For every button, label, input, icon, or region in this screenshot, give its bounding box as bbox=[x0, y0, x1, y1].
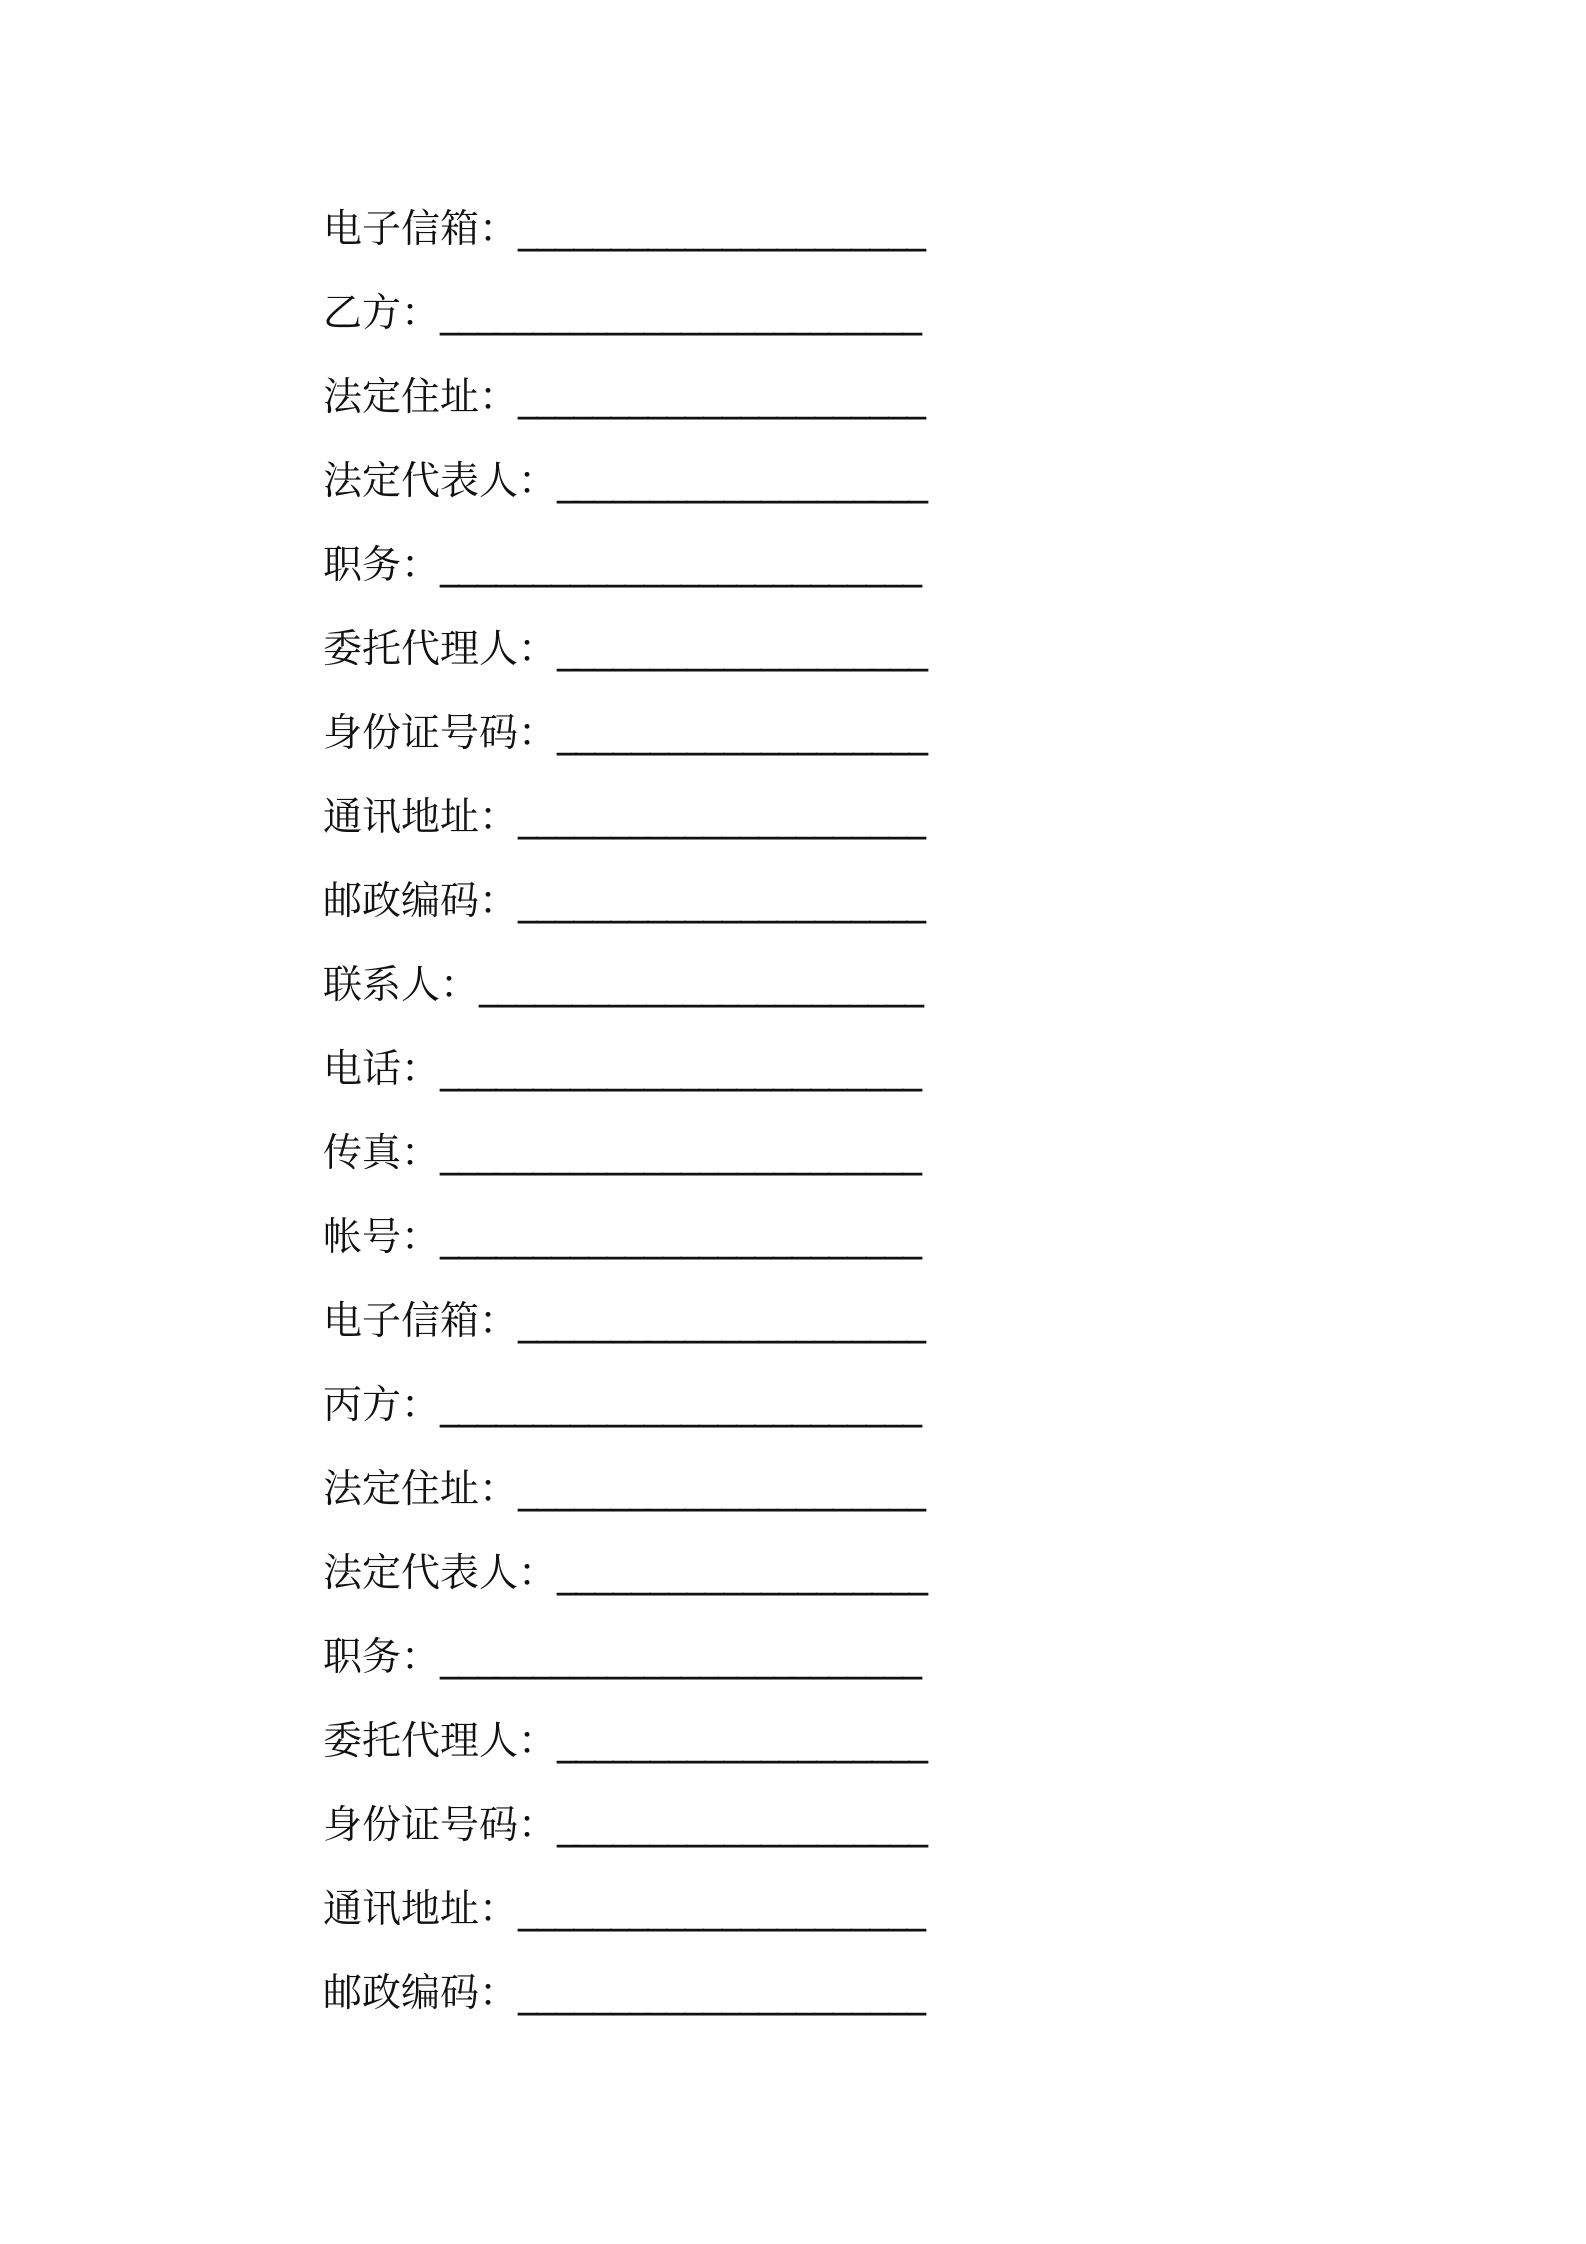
field-row bbox=[323, 1709, 1043, 1793]
field-label: 身份证号码： bbox=[323, 711, 558, 756]
field-label: 法定代表人： bbox=[323, 1551, 558, 1596]
field-label: 电子信箱： bbox=[323, 207, 519, 252]
field-label: 委托代理人： bbox=[323, 1719, 558, 1764]
field-row bbox=[323, 1289, 1043, 1373]
field-label: 通讯地址： bbox=[323, 795, 519, 840]
field-row bbox=[323, 617, 1043, 701]
field-row bbox=[323, 1793, 1043, 1877]
field-label: 法定代表人： bbox=[323, 459, 558, 504]
field-row bbox=[323, 785, 1043, 869]
field-row bbox=[323, 281, 1043, 365]
fill-in-blank[interactable]: ______________________ bbox=[518, 1887, 926, 1932]
fill-in-blank[interactable]: ____________________ bbox=[557, 1719, 928, 1764]
fill-in-blank[interactable]: __________________________ bbox=[440, 1131, 922, 1176]
field-label: 身份证号码： bbox=[323, 1803, 558, 1848]
field-row bbox=[323, 701, 1043, 785]
fill-in-blank[interactable]: __________________________ bbox=[440, 543, 922, 588]
field-row bbox=[323, 1121, 1043, 1205]
fill-in-blank[interactable]: ____________________ bbox=[557, 459, 928, 504]
field-label: 联系人： bbox=[323, 963, 480, 1008]
field-label: 乙方： bbox=[323, 291, 441, 336]
field-row bbox=[323, 449, 1043, 533]
fill-in-blank[interactable]: ____________________ bbox=[557, 711, 928, 756]
fill-in-blank[interactable]: __________________________ bbox=[440, 1383, 922, 1428]
field-label: 通讯地址： bbox=[323, 1887, 519, 1932]
field-label: 帐号： bbox=[323, 1215, 441, 1260]
fill-in-blank[interactable]: ______________________ bbox=[518, 1299, 926, 1344]
field-label: 职务： bbox=[323, 543, 441, 588]
field-label: 电子信箱： bbox=[323, 1299, 519, 1344]
fill-in-blank[interactable]: __________________________ bbox=[440, 1215, 922, 1260]
fill-in-blank[interactable]: ______________________ bbox=[518, 375, 926, 420]
field-row bbox=[323, 1037, 1043, 1121]
field-row bbox=[323, 365, 1043, 449]
fill-in-blank[interactable]: ______________________ bbox=[518, 207, 926, 252]
field-label: 法定住址： bbox=[323, 1467, 519, 1512]
field-label: 委托代理人： bbox=[323, 627, 558, 672]
fill-in-blank[interactable]: __________________________ bbox=[440, 1047, 922, 1092]
fill-in-blank[interactable]: ______________________ bbox=[518, 1971, 926, 2016]
field-label: 职务： bbox=[323, 1635, 441, 1680]
fill-in-blank[interactable]: __________________________ bbox=[440, 291, 922, 336]
fill-in-blank[interactable]: __________________________ bbox=[440, 1635, 922, 1680]
fill-in-blank[interactable]: ____________________ bbox=[557, 627, 928, 672]
fill-in-blank[interactable]: ____________________ bbox=[557, 1551, 928, 1596]
field-row bbox=[323, 1541, 1043, 1625]
contract-party-fields bbox=[323, 197, 1043, 2045]
field-row bbox=[323, 1625, 1043, 1709]
field-label: 传真： bbox=[323, 1131, 441, 1176]
field-row bbox=[323, 1877, 1043, 1961]
field-row bbox=[323, 953, 1043, 1037]
field-label: 电话： bbox=[323, 1047, 441, 1092]
field-label: 邮政编码： bbox=[323, 1971, 519, 2016]
field-row bbox=[323, 1373, 1043, 1457]
fill-in-blank[interactable]: ____________________ bbox=[557, 1803, 928, 1848]
field-row bbox=[323, 1205, 1043, 1289]
field-row bbox=[323, 197, 1043, 281]
field-label: 丙方： bbox=[323, 1383, 441, 1428]
fill-in-blank[interactable]: ______________________ bbox=[518, 1467, 926, 1512]
field-row bbox=[323, 1961, 1043, 2045]
field-label: 邮政编码： bbox=[323, 879, 519, 924]
field-row bbox=[323, 1457, 1043, 1541]
fill-in-blank[interactable]: ______________________ bbox=[518, 795, 926, 840]
field-row bbox=[323, 533, 1043, 617]
fill-in-blank[interactable]: ______________________ bbox=[518, 879, 926, 924]
fill-in-blank[interactable]: ________________________ bbox=[479, 963, 924, 1008]
field-label: 法定住址： bbox=[323, 375, 519, 420]
field-row bbox=[323, 869, 1043, 953]
